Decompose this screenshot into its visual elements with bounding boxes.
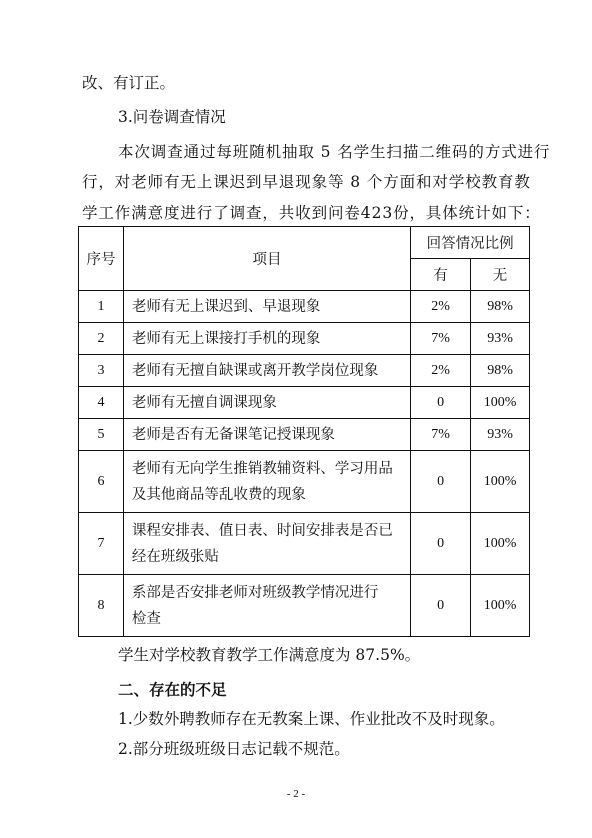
paragraph-line-3: 学工作满意度进行了调查，共收到问卷423份，具体统计如下： (82, 204, 541, 222)
row-no: 100% (471, 513, 530, 575)
row-seq: 2 (79, 323, 124, 355)
row-seq: 3 (79, 355, 124, 387)
row-seq: 7 (79, 513, 124, 575)
row-item: 老师是否有无备课笔记授课现象 (123, 419, 410, 451)
table-row (79, 323, 530, 355)
row-item (123, 451, 410, 513)
row-no: 98% (471, 355, 530, 387)
row-item-line: 检查 (131, 610, 161, 627)
header-yes: 有 (411, 259, 471, 291)
row-item-line: 系部是否安排老师对班级教学情况进行 (131, 584, 379, 601)
page-number: - 2 - (286, 788, 306, 800)
row-item-line: 老师有无向学生推销教辅资料、学习用品 (131, 460, 393, 477)
table-row (79, 513, 530, 575)
row-yes: 2% (411, 355, 471, 387)
row-yes: 7% (411, 323, 471, 355)
row-seq: 8 (79, 575, 124, 637)
satisfaction-line: 学生对学校教育教学工作满意度为 87.5%。 (118, 646, 421, 664)
row-yes: 7% (411, 419, 471, 451)
row-item (123, 513, 410, 575)
row-item-line: 课程安排表、值日表、时间安排表是否已 (131, 522, 393, 539)
survey-table (78, 226, 530, 637)
row-item: 老师有无上课接打手机的现象 (123, 323, 410, 355)
row-seq: 6 (79, 451, 124, 513)
table-row (79, 355, 530, 387)
issue-item: 2.部分班级班级日志记载不规范。 (118, 740, 350, 758)
issue-item: 1.少数外聘教师存在无教案上课、作业批改不及时现象。 (118, 710, 505, 728)
row-item-line: 及其他商品等乱收费的现象 (131, 486, 306, 503)
row-yes: 2% (411, 291, 471, 323)
row-seq: 5 (79, 419, 124, 451)
row-no: 100% (471, 387, 530, 419)
table-row (79, 291, 530, 323)
row-item: 老师有无擅自调课现象 (123, 387, 410, 419)
table-row (79, 419, 530, 451)
header-no: 无 (471, 259, 530, 291)
intro-line: 改、有订正。 (82, 74, 176, 92)
paragraph-line-2: 行，对老师有无上课迟到早退现象等 8 个方面和对学校教育教 (82, 173, 531, 191)
row-no: 93% (471, 323, 530, 355)
row-item-line: 经在班级张贴 (131, 548, 219, 565)
row-item: 老师有无擅自缺课或离开教学岗位现象 (123, 355, 410, 387)
header-ratio: 回答情况比例 (411, 227, 530, 259)
row-item (123, 575, 410, 637)
row-yes: 0 (411, 513, 471, 575)
table-row (79, 575, 530, 637)
section2-heading: 二、存在的不足 (118, 680, 227, 699)
row-seq: 4 (79, 387, 124, 419)
row-item: 老师有无上课迟到、早退现象 (123, 291, 410, 323)
table-row (79, 387, 530, 419)
row-no: 93% (471, 419, 530, 451)
row-yes: 0 (411, 451, 471, 513)
row-seq: 1 (79, 291, 124, 323)
row-no: 98% (471, 291, 530, 323)
section3-heading: 3.问卷调查情况 (118, 108, 226, 126)
row-no: 100% (471, 451, 530, 513)
row-yes: 0 (411, 575, 471, 637)
row-yes: 0 (411, 387, 471, 419)
paragraph-line-1: 本次调查通过每班随机抽取 5 名学生扫描二维码的方式进行 (118, 143, 551, 161)
header-item: 项目 (123, 227, 410, 291)
table-row (79, 451, 530, 513)
header-seq: 序号 (79, 227, 124, 291)
row-no: 100% (471, 575, 530, 637)
